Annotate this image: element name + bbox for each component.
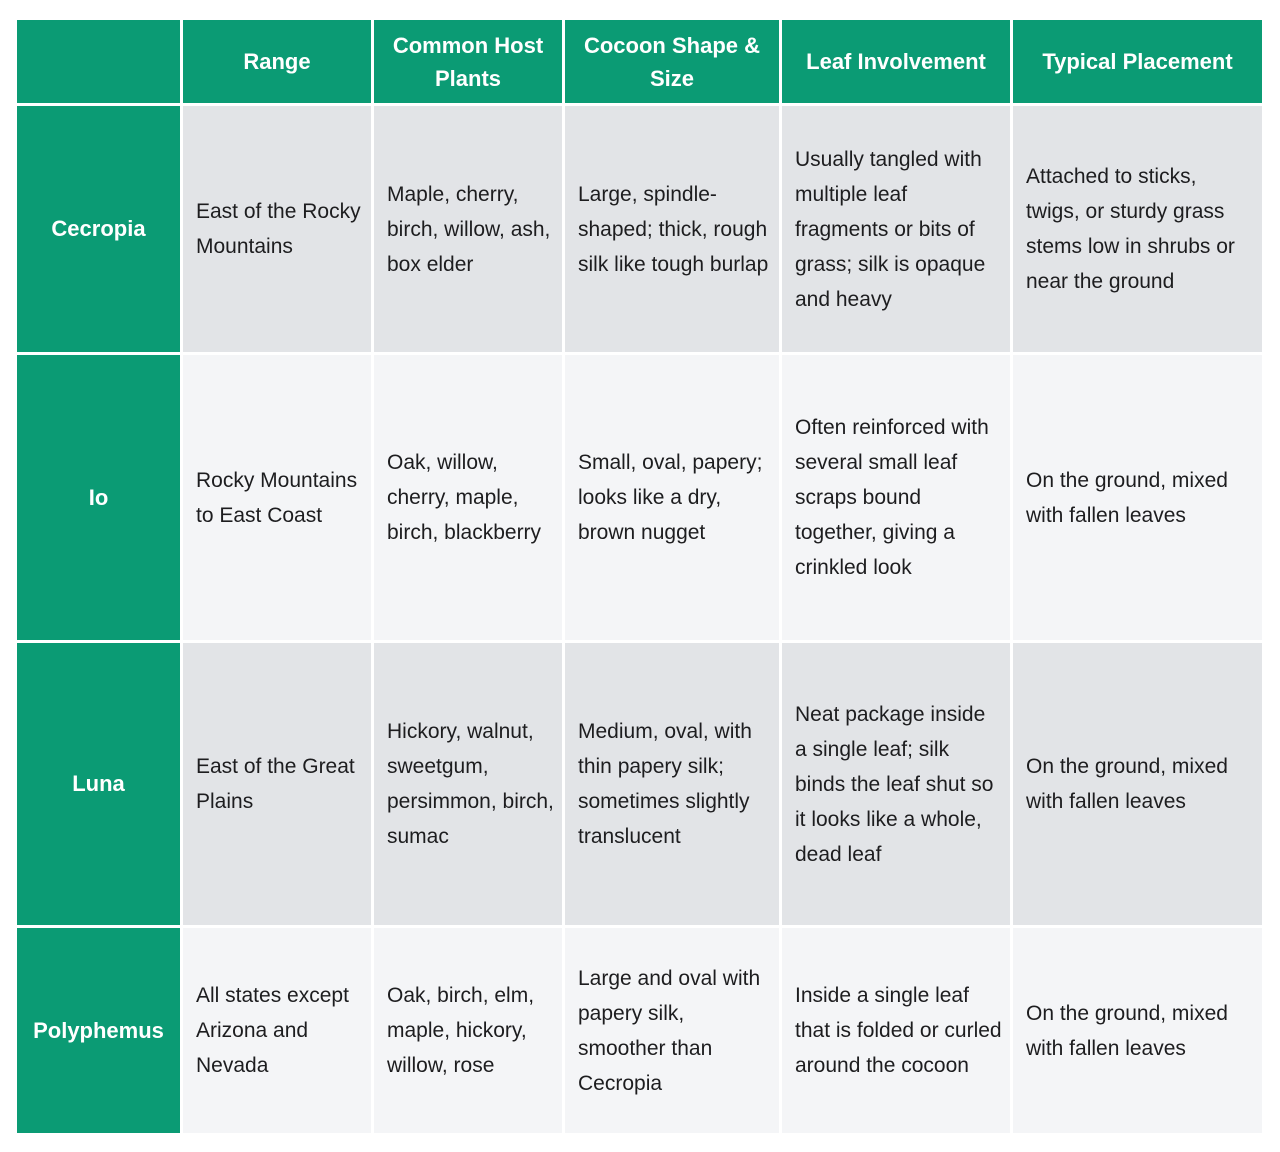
column-header-cocoon-shape-size: Cocoon Shape & Size	[565, 20, 779, 103]
cell-luna-leaf-involvement: Neat package inside a single leaf; silk binds the leaf shut so it looks like a whole, dead leaf	[782, 643, 1010, 925]
cell-polyphemus-typical-placement: On the ground, mixed with fallen leaves	[1013, 928, 1262, 1133]
cell-polyphemus-range: All states except Arizona and Nevada	[183, 928, 371, 1133]
column-header-range: Range	[183, 20, 371, 103]
cell-cecropia-host-plants: Maple, cherry, birch, willow, ash, box elder	[374, 106, 562, 352]
cell-cecropia-cocoon-shape-size: Large, spindle-shaped; thick, rough silk like tough burlap	[565, 106, 779, 352]
cell-io-range: Rocky Mountains to East Coast	[183, 355, 371, 640]
cell-io-cocoon-shape-size: Small, oval, papery; looks like a dry, brown nugget	[565, 355, 779, 640]
cell-luna-host-plants: Hickory, walnut, sweetgum, persimmon, birch, sumac	[374, 643, 562, 925]
table-row-luna	[17, 643, 1262, 925]
cell-luna-cocoon-shape-size: Medium, oval, with thin papery silk; sometimes slightly translucent	[565, 643, 779, 925]
moth-cocoon-comparison-table	[14, 17, 1265, 1136]
cell-cecropia-typical-placement: Attached to sticks, twigs, or sturdy grass stems low in shrubs or near the ground	[1013, 106, 1262, 352]
cell-luna-range: East of the Great Plains	[183, 643, 371, 925]
table-row-cecropia	[17, 106, 1262, 352]
column-header-common-host-plants: Common Host Plants	[374, 20, 562, 103]
column-header-leaf-involvement: Leaf Involvement	[782, 20, 1010, 103]
row-header-io: Io	[17, 355, 180, 640]
table-row-io	[17, 355, 1262, 640]
column-header-typical-placement: Typical Placement	[1013, 20, 1262, 103]
header-row	[17, 20, 1262, 103]
cell-io-typical-placement: On the ground, mixed with fallen leaves	[1013, 355, 1262, 640]
cell-luna-typical-placement: On the ground, mixed with fallen leaves	[1013, 643, 1262, 925]
cell-polyphemus-cocoon-shape-size: Large and oval with papery silk, smoother than Cecropia	[565, 928, 779, 1133]
cell-polyphemus-leaf-involvement: Inside a single leaf that is folded or curled around the cocoon	[782, 928, 1010, 1133]
row-header-luna: Luna	[17, 643, 180, 925]
cell-cecropia-leaf-involvement: Usually tangled with multiple leaf fragments or bits of grass; silk is opaque and heavy	[782, 106, 1010, 352]
cell-io-leaf-involvement: Often reinforced with several small leaf scraps bound together, giving a crinkled look	[782, 355, 1010, 640]
table-row-polyphemus	[17, 928, 1262, 1133]
cell-io-host-plants: Oak, willow, cherry, maple, birch, blackberry	[374, 355, 562, 640]
corner-cell	[17, 20, 180, 103]
row-header-cecropia: Cecropia	[17, 106, 180, 352]
cell-cecropia-range: East of the Rocky Mountains	[183, 106, 371, 352]
cell-polyphemus-host-plants: Oak, birch, elm, maple, hickory, willow, rose	[374, 928, 562, 1133]
row-header-polyphemus: Polyphemus	[17, 928, 180, 1133]
